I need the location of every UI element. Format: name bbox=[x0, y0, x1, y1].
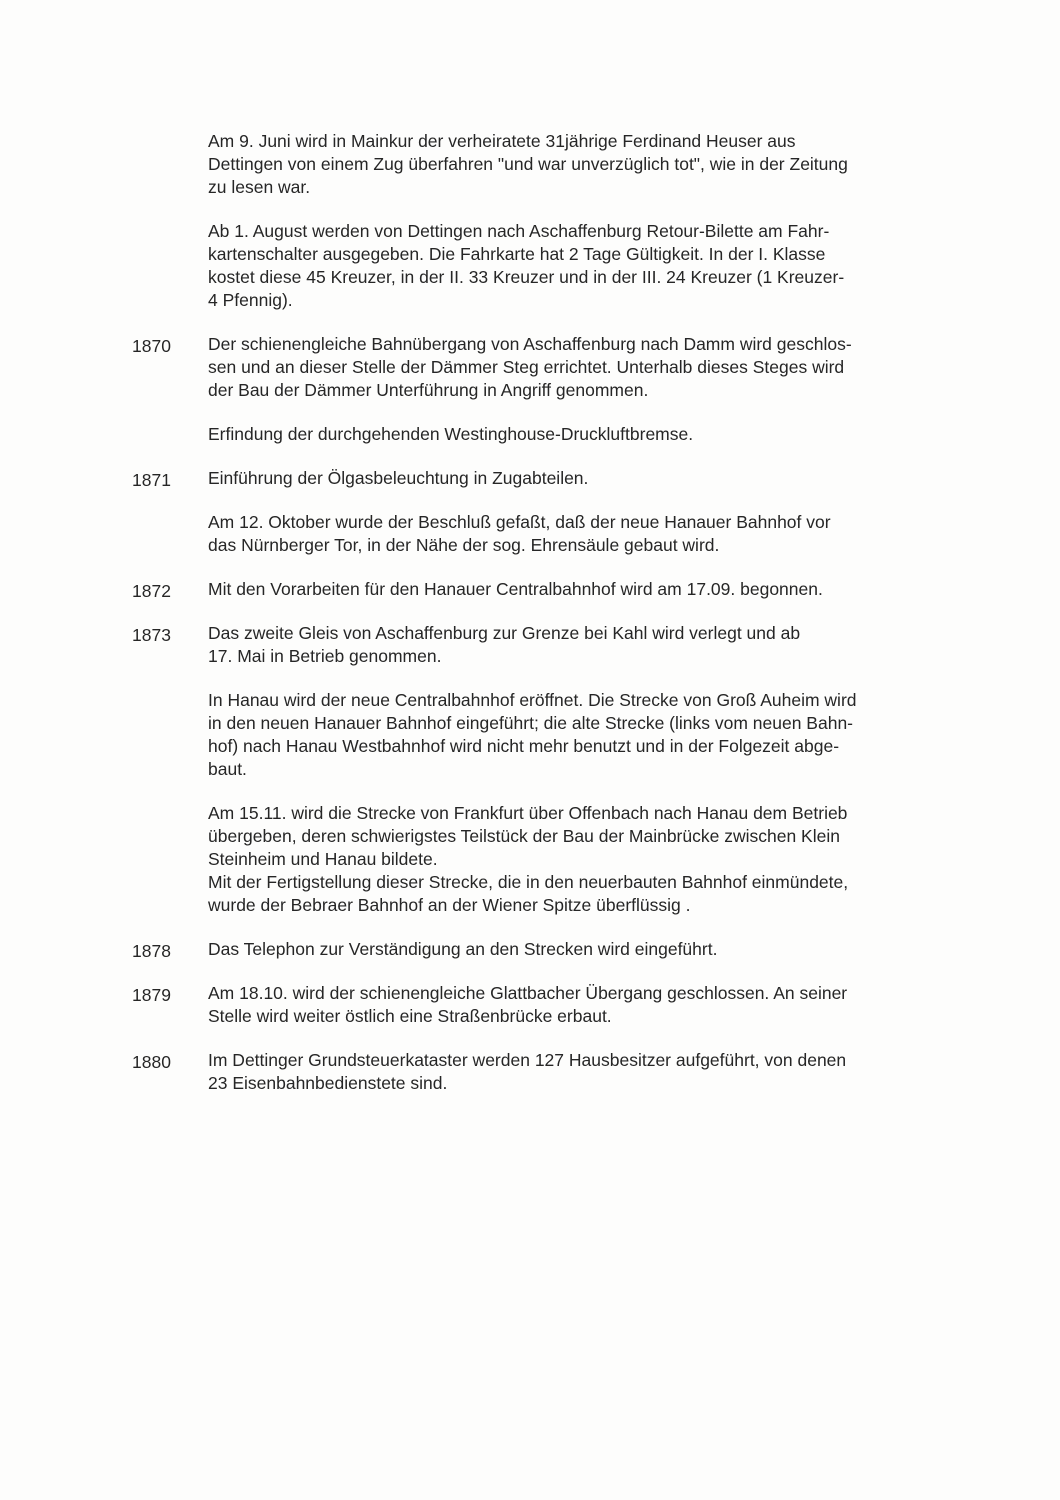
entry-continued bbox=[132, 130, 952, 333]
entry-1871 bbox=[132, 467, 952, 578]
paragraph: Das Telephon zur Verständigung an den Strecken wird eingeführt. bbox=[208, 939, 718, 959]
paragraph: Am 9. Juni wird in Mainkur der verheiratete 31jährige Ferdinand Heuser aus Dettingen von einem Zug überfahren "und war unverzüglich tot", wie in der Zeitung zu lesen war. bbox=[208, 131, 848, 197]
entry-1879 bbox=[132, 982, 952, 1049]
entry-1873 bbox=[132, 622, 952, 938]
paragraph: Der schienengleiche Bahnübergang von Aschaffenburg nach Damm wird geschlos- sen und an dieser Stelle der Dämmer Steg errichtet. Unterhalb dieses Steges wird der Bau der Dämmer Unterführung in Angriff genommen. bbox=[208, 334, 852, 400]
paragraph: Ab 1. August werden von Dettingen nach Aschaffenburg Retour-Bilette am Fahr- kartenschalter ausgegeben. Die Fahrkarte hat 2 Tage Gültigkeit. In der I. Klasse kostet diese 45 Kreuzer, in der II. 33 Kreuzer und in der III. 24 Kreuzer (1 Kreuzer- 4 Pfennig). bbox=[208, 221, 845, 310]
entry-year: 1872 bbox=[132, 581, 171, 601]
paragraph: Am 12. Oktober wurde der Beschluß gefaßt, daß der neue Hanauer Bahnhof vor das Nürnberger Tor, in der Nähe der sog. Ehrensäule gebaut wird. bbox=[208, 512, 831, 555]
entry-year: 1878 bbox=[132, 941, 171, 961]
entry-1880 bbox=[132, 1049, 952, 1095]
entry-year bbox=[132, 130, 208, 132]
entry-year: 1873 bbox=[132, 625, 171, 645]
entry-1870 bbox=[132, 333, 952, 467]
chronicle-text bbox=[132, 130, 952, 1095]
entry-year: 1871 bbox=[132, 470, 171, 490]
paragraph: Mit den Vorarbeiten für den Hanauer Centralbahnhof wird am 17.09. begonnen. bbox=[208, 579, 823, 599]
entry-year: 1879 bbox=[132, 985, 171, 1005]
entry-year: 1880 bbox=[132, 1052, 171, 1072]
paragraph: Das zweite Gleis von Aschaffenburg zur Grenze bei Kahl wird verlegt und ab 17. Mai in Betrieb genommen. bbox=[208, 623, 801, 666]
paragraph: Einführung der Ölgasbeleuchtung in Zugabteilen. bbox=[208, 468, 589, 488]
entry-1872 bbox=[132, 578, 952, 622]
entry-1878 bbox=[132, 938, 952, 982]
paragraph: In Hanau wird der neue Centralbahnhof eröffnet. Die Strecke von Groß Auheim wird in den neuen Hanauer Bahnhof eingeführt; die alte Strecke (links vom neuen Bahn- hof) nach Hanau Westbahnhof wird nicht mehr benutzt und in der Folgezeit abge- baut. bbox=[208, 690, 857, 779]
entry-year: 1870 bbox=[132, 336, 171, 356]
paragraph: Erfindung der durchgehenden Westinghouse-Druckluftbremse. bbox=[208, 424, 694, 444]
paragraph: Am 18.10. wird der schienengleiche Glattbacher Übergang geschlossen. An seiner Stelle wird weiter östlich eine Straßenbrücke erbaut. bbox=[208, 983, 848, 1026]
paragraph: Im Dettinger Grundsteuerkataster werden 127 Hausbesitzer aufgeführt, von denen 23 Eisenbahnbedienstete sind. bbox=[208, 1050, 847, 1093]
paragraph: Am 15.11. wird die Strecke von Frankfurt über Offenbach nach Hanau dem Betrieb übergeben, deren schwierigstes Teilstück der Bau der Mainbrücke zwischen Klein Steinheim und Hanau bildete. Mit der Fertigstellung dieser Strecke, die in den neuerbauten Bahnhof einmündete, wurde der Bebraer Bahnhof an der Wiener Spitze überflüssig . bbox=[208, 803, 849, 915]
